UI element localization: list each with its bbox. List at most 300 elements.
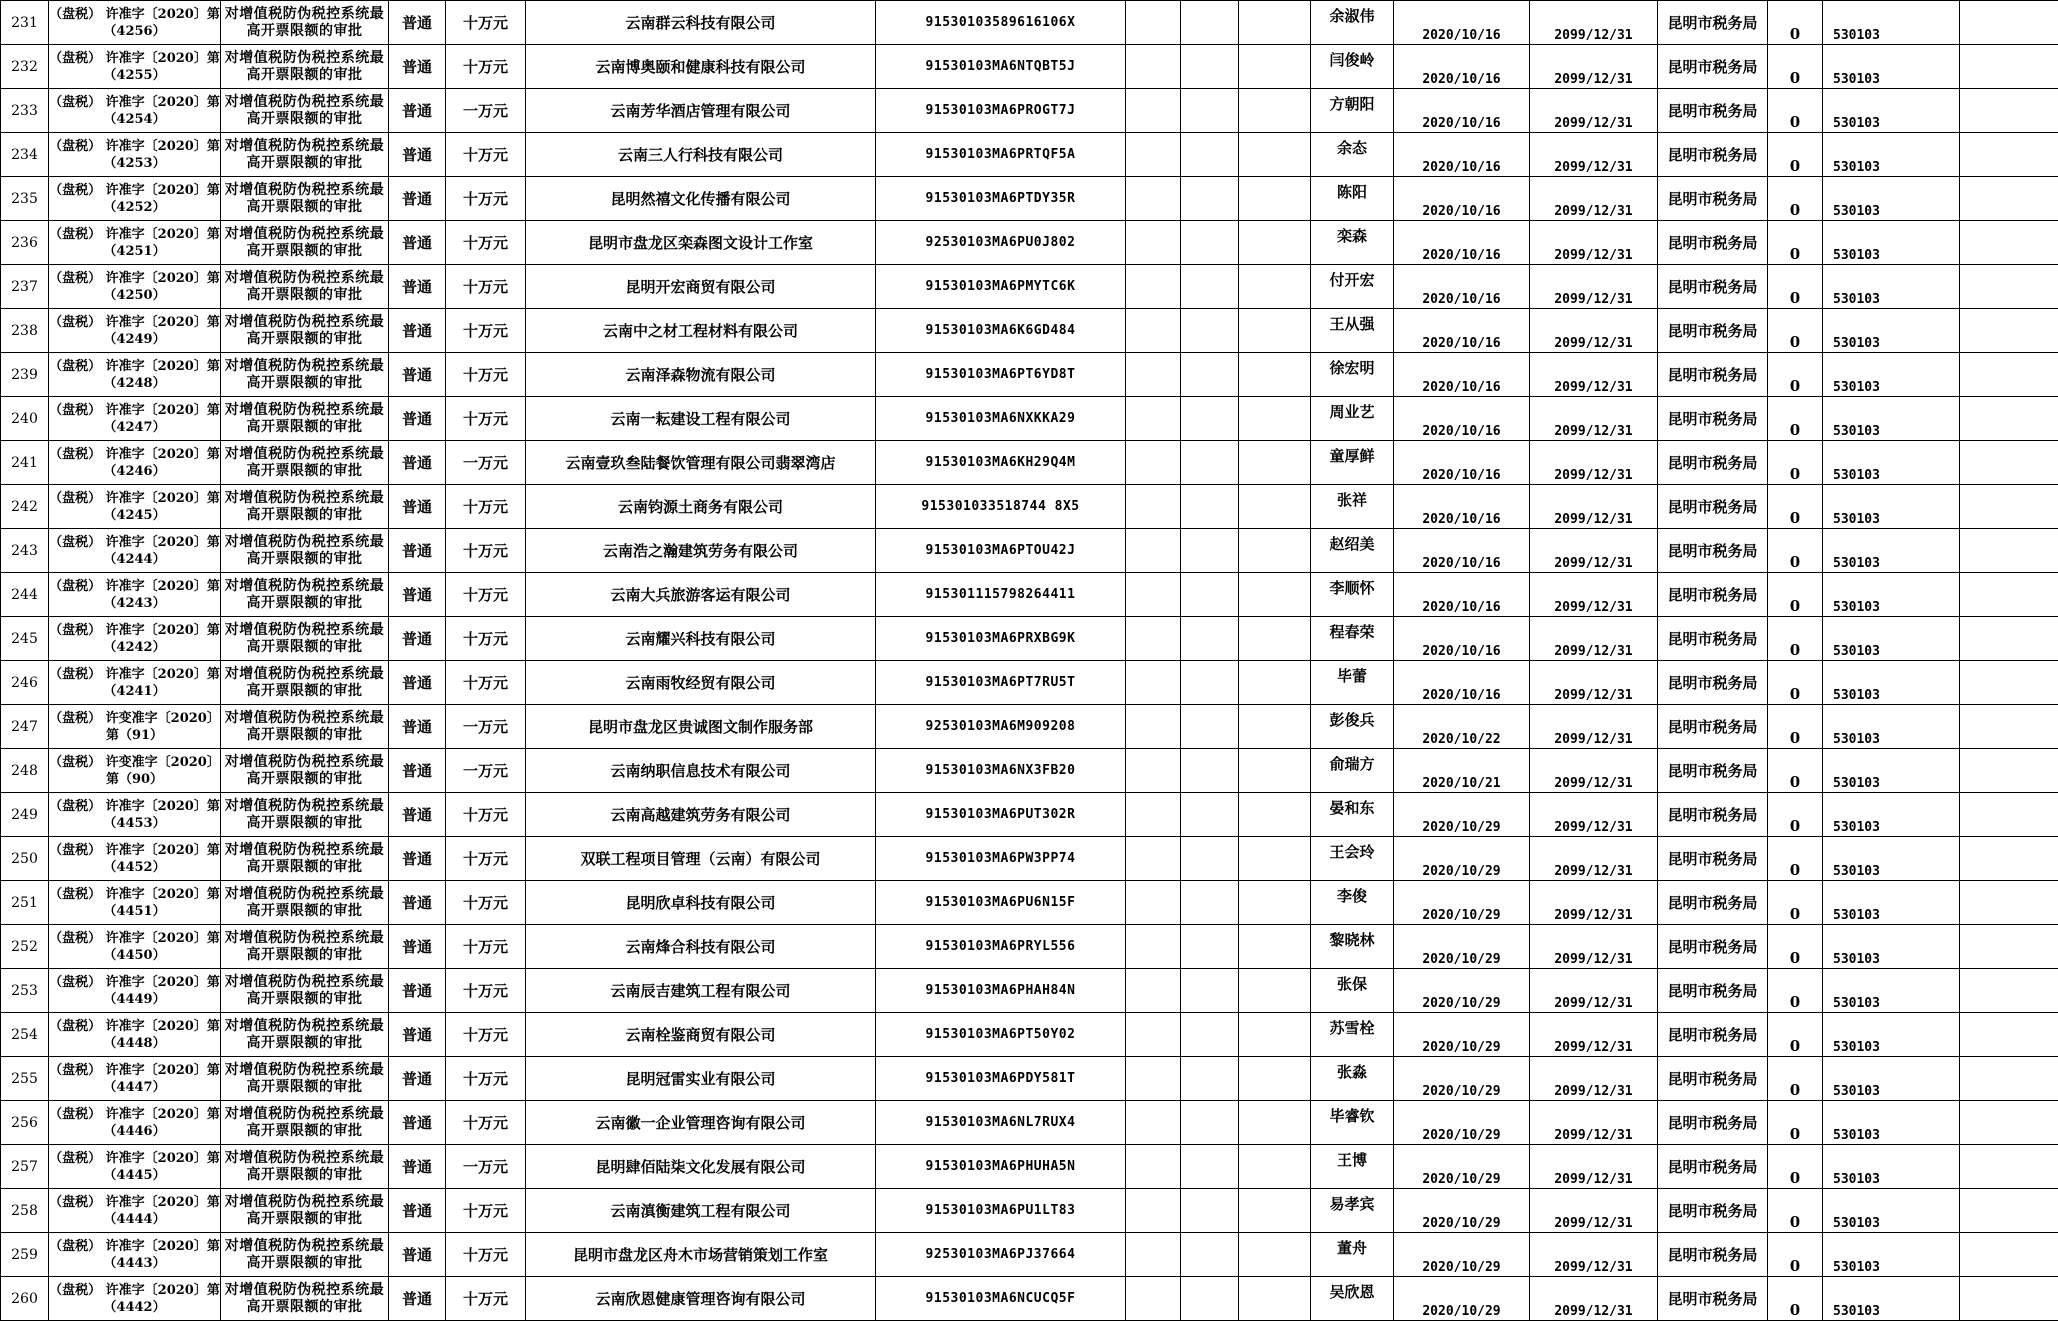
- row-number: 255: [1, 1057, 49, 1101]
- empty-cell: [1960, 705, 2058, 749]
- decision-date: 2020/10/29: [1394, 1145, 1530, 1189]
- table-body: [1, 1, 2058, 1321]
- legal-person: 余态: [1311, 133, 1394, 177]
- empty-cell: [1126, 89, 1181, 133]
- legal-person: 董舟: [1311, 1233, 1394, 1277]
- area-code: 530103: [1823, 969, 1960, 1013]
- authority-name: 昆明市税务局: [1658, 1145, 1768, 1189]
- legal-person: 张保: [1311, 969, 1394, 1013]
- row-number: 258: [1, 1189, 49, 1233]
- license-doc-number: （盘税） 许准字〔2020〕第（4244）: [49, 529, 221, 573]
- license-doc-number: （盘税） 许准字〔2020〕第（4256）: [49, 1, 221, 45]
- item-type: 普通: [389, 89, 446, 133]
- invoice-limit: 十万元: [446, 1189, 526, 1233]
- valid-to-date: 2099/12/31: [1530, 573, 1658, 617]
- empty-cell: [1960, 529, 2058, 573]
- area-code: 530103: [1823, 1057, 1960, 1101]
- empty-cell: [1239, 353, 1311, 397]
- credit-code: 91530103MA6PT6YD8T: [876, 353, 1126, 397]
- authority-name: 昆明市税务局: [1658, 1277, 1768, 1321]
- valid-to-date: 2099/12/31: [1530, 617, 1658, 661]
- valid-to-date: 2099/12/31: [1530, 1189, 1658, 1233]
- license-doc-number: （盘税） 许准字〔2020〕第（4445）: [49, 1145, 221, 1189]
- company-name: 云南雨牧经贸有限公司: [526, 661, 876, 705]
- item-type: 普通: [389, 397, 446, 441]
- empty-cell: [1239, 837, 1311, 881]
- authority-name: 昆明市税务局: [1658, 1101, 1768, 1145]
- license-doc-number: （盘税） 许准字〔2020〕第（4253）: [49, 133, 221, 177]
- row-number: 254: [1, 1013, 49, 1057]
- status-zero: 0: [1768, 1013, 1823, 1057]
- empty-cell: [1126, 573, 1181, 617]
- empty-cell: [1126, 45, 1181, 89]
- empty-cell: [1960, 45, 2058, 89]
- empty-cell: [1960, 133, 2058, 177]
- status-zero: 0: [1768, 133, 1823, 177]
- credit-code: 92530103MA6PU0J802: [876, 221, 1126, 265]
- status-zero: 0: [1768, 793, 1823, 837]
- invoice-limit: 十万元: [446, 881, 526, 925]
- empty-cell: [1126, 661, 1181, 705]
- item-type: 普通: [389, 793, 446, 837]
- license-doc-number: （盘税） 许准字〔2020〕第（4245）: [49, 485, 221, 529]
- valid-to-date: 2099/12/31: [1530, 969, 1658, 1013]
- empty-cell: [1126, 837, 1181, 881]
- row-number: 244: [1, 573, 49, 617]
- legal-person: 毕蕾: [1311, 661, 1394, 705]
- license-doc-number: （盘税） 许准字〔2020〕第（4452）: [49, 837, 221, 881]
- row-number: 243: [1, 529, 49, 573]
- credit-code: 91530103MA6PDY581T: [876, 1057, 1126, 1101]
- credit-code: 91530103MA6PT7RU5T: [876, 661, 1126, 705]
- credit-code: 91530103MA6PTDY35R: [876, 177, 1126, 221]
- status-zero: 0: [1768, 881, 1823, 925]
- company-name: 云南栓鉴商贸有限公司: [526, 1013, 876, 1057]
- legal-person: 周业艺: [1311, 397, 1394, 441]
- authority-name: 昆明市税务局: [1658, 265, 1768, 309]
- credit-code: 91530103MA6PHAH84N: [876, 969, 1126, 1013]
- decision-date: 2020/10/21: [1394, 749, 1530, 793]
- area-code: 530103: [1823, 705, 1960, 749]
- company-name: 云南欣恩健康管理咨询有限公司: [526, 1277, 876, 1321]
- valid-to-date: 2099/12/31: [1530, 309, 1658, 353]
- area-code: 530103: [1823, 1189, 1960, 1233]
- credit-code: 91530103MA6PRYL556: [876, 925, 1126, 969]
- empty-cell: [1239, 661, 1311, 705]
- empty-cell: [1181, 133, 1239, 177]
- company-name: 双联工程项目管理（云南）有限公司: [526, 837, 876, 881]
- area-code: 530103: [1823, 529, 1960, 573]
- row-number: 251: [1, 881, 49, 925]
- valid-to-date: 2099/12/31: [1530, 221, 1658, 265]
- approval-item: 对增值税防伪税控系统最高开票限额的审批: [221, 1189, 389, 1233]
- status-zero: 0: [1768, 1145, 1823, 1189]
- status-zero: 0: [1768, 749, 1823, 793]
- authority-name: 昆明市税务局: [1658, 177, 1768, 221]
- row-number: 246: [1, 661, 49, 705]
- invoice-limit: 十万元: [446, 133, 526, 177]
- valid-to-date: 2099/12/31: [1530, 353, 1658, 397]
- invoice-limit: 十万元: [446, 1, 526, 45]
- empty-cell: [1181, 705, 1239, 749]
- empty-cell: [1181, 837, 1239, 881]
- empty-cell: [1239, 1189, 1311, 1233]
- decision-date: 2020/10/16: [1394, 133, 1530, 177]
- decision-date: 2020/10/29: [1394, 1189, 1530, 1233]
- approval-item: 对增值税防伪税控系统最高开票限额的审批: [221, 133, 389, 177]
- empty-cell: [1960, 837, 2058, 881]
- table-row: [1, 1145, 2058, 1189]
- authority-name: 昆明市税务局: [1658, 617, 1768, 661]
- empty-cell: [1239, 1233, 1311, 1277]
- approval-item: 对增值税防伪税控系统最高开票限额的审批: [221, 441, 389, 485]
- table-row: [1, 221, 2058, 265]
- table-row: [1, 793, 2058, 837]
- empty-cell: [1960, 661, 2058, 705]
- row-number: 248: [1, 749, 49, 793]
- table-row: [1, 89, 2058, 133]
- approval-item: 对增值税防伪税控系统最高开票限额的审批: [221, 353, 389, 397]
- status-zero: 0: [1768, 925, 1823, 969]
- status-zero: 0: [1768, 1233, 1823, 1277]
- status-zero: 0: [1768, 617, 1823, 661]
- item-type: 普通: [389, 441, 446, 485]
- empty-cell: [1126, 529, 1181, 573]
- valid-to-date: 2099/12/31: [1530, 485, 1658, 529]
- area-code: 530103: [1823, 133, 1960, 177]
- credit-code: 915301115798264411: [876, 573, 1126, 617]
- area-code: 530103: [1823, 265, 1960, 309]
- area-code: 530103: [1823, 397, 1960, 441]
- approval-item: 对增值税防伪税控系统最高开票限额的审批: [221, 529, 389, 573]
- valid-to-date: 2099/12/31: [1530, 925, 1658, 969]
- row-number: 242: [1, 485, 49, 529]
- legal-person: 王会玲: [1311, 837, 1394, 881]
- invoice-limit: 十万元: [446, 1013, 526, 1057]
- empty-cell: [1960, 1145, 2058, 1189]
- license-doc-number: （盘税） 许准字〔2020〕第（4448）: [49, 1013, 221, 1057]
- empty-cell: [1126, 397, 1181, 441]
- company-name: 云南博奥颐和健康科技有限公司: [526, 45, 876, 89]
- valid-to-date: 2099/12/31: [1530, 793, 1658, 837]
- empty-cell: [1960, 1101, 2058, 1145]
- authority-name: 昆明市税务局: [1658, 749, 1768, 793]
- decision-date: 2020/10/29: [1394, 881, 1530, 925]
- table-row: [1, 837, 2058, 881]
- table-row: [1, 309, 2058, 353]
- row-number: 245: [1, 617, 49, 661]
- empty-cell: [1960, 749, 2058, 793]
- company-name: 云南滇衡建筑工程有限公司: [526, 1189, 876, 1233]
- decision-date: 2020/10/16: [1394, 45, 1530, 89]
- area-code: 530103: [1823, 661, 1960, 705]
- approval-item: 对增值税防伪税控系统最高开票限额的审批: [221, 1233, 389, 1277]
- area-code: 530103: [1823, 485, 1960, 529]
- valid-to-date: 2099/12/31: [1530, 837, 1658, 881]
- area-code: 530103: [1823, 1, 1960, 45]
- empty-cell: [1126, 617, 1181, 661]
- decision-date: 2020/10/16: [1394, 529, 1530, 573]
- invoice-limit: 十万元: [446, 485, 526, 529]
- company-name: 昆明市盘龙区舟木市场营销策划工作室: [526, 1233, 876, 1277]
- area-code: 530103: [1823, 573, 1960, 617]
- area-code: 530103: [1823, 1145, 1960, 1189]
- empty-cell: [1960, 793, 2058, 837]
- empty-cell: [1126, 749, 1181, 793]
- approval-item: 对增值税防伪税控系统最高开票限额的审批: [221, 881, 389, 925]
- company-name: 云南徽一企业管理咨询有限公司: [526, 1101, 876, 1145]
- row-number: 240: [1, 397, 49, 441]
- area-code: 530103: [1823, 441, 1960, 485]
- empty-cell: [1181, 969, 1239, 1013]
- valid-to-date: 2099/12/31: [1530, 749, 1658, 793]
- empty-cell: [1239, 265, 1311, 309]
- empty-cell: [1126, 793, 1181, 837]
- license-doc-number: （盘税） 许变准字〔2020〕第（90）: [49, 749, 221, 793]
- valid-to-date: 2099/12/31: [1530, 397, 1658, 441]
- company-name: 云南泽森物流有限公司: [526, 353, 876, 397]
- empty-cell: [1960, 1277, 2058, 1321]
- empty-cell: [1181, 1189, 1239, 1233]
- authority-name: 昆明市税务局: [1658, 353, 1768, 397]
- authority-name: 昆明市税务局: [1658, 89, 1768, 133]
- valid-to-date: 2099/12/31: [1530, 881, 1658, 925]
- table-row: [1, 177, 2058, 221]
- legal-person: 徐宏明: [1311, 353, 1394, 397]
- credit-code: 92530103MA6M909208: [876, 705, 1126, 749]
- invoice-limit: 十万元: [446, 1101, 526, 1145]
- empty-cell: [1181, 177, 1239, 221]
- decision-date: 2020/10/16: [1394, 1, 1530, 45]
- empty-cell: [1239, 1277, 1311, 1321]
- credit-code: 91530103MA6K6GD484: [876, 309, 1126, 353]
- empty-cell: [1960, 881, 2058, 925]
- area-code: 530103: [1823, 837, 1960, 881]
- empty-cell: [1960, 1189, 2058, 1233]
- license-doc-number: （盘税） 许准字〔2020〕第（4246）: [49, 441, 221, 485]
- item-type: 普通: [389, 837, 446, 881]
- empty-cell: [1126, 265, 1181, 309]
- row-number: 236: [1, 221, 49, 265]
- empty-cell: [1181, 1013, 1239, 1057]
- area-code: 530103: [1823, 749, 1960, 793]
- empty-cell: [1239, 1145, 1311, 1189]
- row-number: 250: [1, 837, 49, 881]
- valid-to-date: 2099/12/31: [1530, 705, 1658, 749]
- table-row: [1, 1013, 2058, 1057]
- empty-cell: [1126, 881, 1181, 925]
- area-code: 530103: [1823, 617, 1960, 661]
- empty-cell: [1239, 749, 1311, 793]
- company-name: 昆明然禧文化传播有限公司: [526, 177, 876, 221]
- empty-cell: [1960, 573, 2058, 617]
- decision-date: 2020/10/29: [1394, 1057, 1530, 1101]
- decision-date: 2020/10/16: [1394, 353, 1530, 397]
- item-type: 普通: [389, 177, 446, 221]
- company-name: 昆明开宏商贸有限公司: [526, 265, 876, 309]
- empty-cell: [1181, 749, 1239, 793]
- invoice-limit: 十万元: [446, 177, 526, 221]
- table-row: [1, 397, 2058, 441]
- invoice-limit: 十万元: [446, 661, 526, 705]
- valid-to-date: 2099/12/31: [1530, 45, 1658, 89]
- row-number: 231: [1, 1, 49, 45]
- credit-code: 915301033518744 8X5: [876, 485, 1126, 529]
- approval-item: 对增值税防伪税控系统最高开票限额的审批: [221, 265, 389, 309]
- empty-cell: [1239, 221, 1311, 265]
- approval-item: 对增值税防伪税控系统最高开票限额的审批: [221, 485, 389, 529]
- credit-code: 91530103MA6PRXBG9K: [876, 617, 1126, 661]
- empty-cell: [1126, 925, 1181, 969]
- empty-cell: [1181, 1145, 1239, 1189]
- approval-item: 对增值税防伪税控系统最高开票限额的审批: [221, 221, 389, 265]
- company-name: 云南一耘建设工程有限公司: [526, 397, 876, 441]
- status-zero: 0: [1768, 485, 1823, 529]
- license-doc-number: （盘税） 许准字〔2020〕第（4442）: [49, 1277, 221, 1321]
- status-zero: 0: [1768, 353, 1823, 397]
- legal-person: 赵绍美: [1311, 529, 1394, 573]
- empty-cell: [1239, 969, 1311, 1013]
- empty-cell: [1181, 661, 1239, 705]
- legal-person: 王博: [1311, 1145, 1394, 1189]
- empty-cell: [1126, 1101, 1181, 1145]
- empty-cell: [1126, 309, 1181, 353]
- approval-item: 对增值税防伪税控系统最高开票限额的审批: [221, 1, 389, 45]
- area-code: 530103: [1823, 45, 1960, 89]
- status-zero: 0: [1768, 441, 1823, 485]
- empty-cell: [1239, 617, 1311, 661]
- company-name: 云南浩之瀚建筑劳务有限公司: [526, 529, 876, 573]
- legal-person: 付开宏: [1311, 265, 1394, 309]
- company-name: 昆明市盘龙区栾森图文设计工作室: [526, 221, 876, 265]
- license-doc-number: （盘税） 许准字〔2020〕第（4251）: [49, 221, 221, 265]
- approval-item: 对增值税防伪税控系统最高开票限额的审批: [221, 1145, 389, 1189]
- empty-cell: [1960, 353, 2058, 397]
- approval-item: 对增值税防伪税控系统最高开票限额的审批: [221, 925, 389, 969]
- authority-name: 昆明市税务局: [1658, 397, 1768, 441]
- credit-code: 91530103MA6PUT302R: [876, 793, 1126, 837]
- empty-cell: [1181, 617, 1239, 661]
- company-name: 云南耀兴科技有限公司: [526, 617, 876, 661]
- table-row: [1, 617, 2058, 661]
- status-zero: 0: [1768, 265, 1823, 309]
- status-zero: 0: [1768, 661, 1823, 705]
- approval-item: 对增值税防伪税控系统最高开票限额的审批: [221, 1057, 389, 1101]
- invoice-limit: 十万元: [446, 1233, 526, 1277]
- empty-cell: [1126, 1, 1181, 45]
- row-number: 237: [1, 265, 49, 309]
- invoice-limit: 十万元: [446, 837, 526, 881]
- empty-cell: [1239, 881, 1311, 925]
- area-code: 530103: [1823, 221, 1960, 265]
- authority-name: 昆明市税务局: [1658, 1, 1768, 45]
- approval-item: 对增值税防伪税控系统最高开票限额的审批: [221, 1013, 389, 1057]
- row-number: 233: [1, 89, 49, 133]
- status-zero: 0: [1768, 221, 1823, 265]
- item-type: 普通: [389, 1233, 446, 1277]
- authority-name: 昆明市税务局: [1658, 441, 1768, 485]
- area-code: 530103: [1823, 1277, 1960, 1321]
- credit-code: 91530103MA6PRTQF5A: [876, 133, 1126, 177]
- table-row: [1, 1, 2058, 45]
- empty-cell: [1181, 1, 1239, 45]
- empty-cell: [1239, 529, 1311, 573]
- decision-date: 2020/10/16: [1394, 397, 1530, 441]
- approval-item: 对增值税防伪税控系统最高开票限额的审批: [221, 309, 389, 353]
- area-code: 530103: [1823, 1013, 1960, 1057]
- empty-cell: [1181, 353, 1239, 397]
- license-doc-number: （盘税） 许准字〔2020〕第（4243）: [49, 573, 221, 617]
- status-zero: 0: [1768, 529, 1823, 573]
- company-name: 昆明市盘龙区贵诚图文制作服务部: [526, 705, 876, 749]
- status-zero: 0: [1768, 1277, 1823, 1321]
- company-name: 昆明冠雷实业有限公司: [526, 1057, 876, 1101]
- row-number: 259: [1, 1233, 49, 1277]
- table-row: [1, 529, 2058, 573]
- table-row: [1, 353, 2058, 397]
- empty-cell: [1960, 221, 2058, 265]
- table-row: [1, 1277, 2058, 1321]
- empty-cell: [1181, 265, 1239, 309]
- legal-person: 晏和东: [1311, 793, 1394, 837]
- empty-cell: [1181, 881, 1239, 925]
- area-code: 530103: [1823, 177, 1960, 221]
- table-row: [1, 133, 2058, 177]
- authority-name: 昆明市税务局: [1658, 705, 1768, 749]
- empty-cell: [1181, 1101, 1239, 1145]
- decision-date: 2020/10/29: [1394, 793, 1530, 837]
- empty-cell: [1960, 617, 2058, 661]
- item-type: 普通: [389, 1189, 446, 1233]
- license-doc-number: （盘税） 许变准字〔2020〕第（91）: [49, 705, 221, 749]
- legal-person: 毕睿钦: [1311, 1101, 1394, 1145]
- item-type: 普通: [389, 969, 446, 1013]
- approval-item: 对增值税防伪税控系统最高开票限额的审批: [221, 397, 389, 441]
- table-row: [1, 45, 2058, 89]
- credit-code: 91530103MA6PW3PP74: [876, 837, 1126, 881]
- legal-person: 童厚鲜: [1311, 441, 1394, 485]
- area-code: 530103: [1823, 1101, 1960, 1145]
- empty-cell: [1181, 1233, 1239, 1277]
- invoice-limit: 十万元: [446, 221, 526, 265]
- invoice-limit: 一万元: [446, 89, 526, 133]
- legal-person: 方朝阳: [1311, 89, 1394, 133]
- company-name: 云南高越建筑劳务有限公司: [526, 793, 876, 837]
- row-number: 235: [1, 177, 49, 221]
- license-doc-number: （盘税） 许准字〔2020〕第（4252）: [49, 177, 221, 221]
- decision-date: 2020/10/16: [1394, 441, 1530, 485]
- approval-item: 对增值税防伪税控系统最高开票限额的审批: [221, 969, 389, 1013]
- empty-cell: [1239, 45, 1311, 89]
- table-row: [1, 705, 2058, 749]
- empty-cell: [1960, 1013, 2058, 1057]
- empty-cell: [1239, 177, 1311, 221]
- area-code: 530103: [1823, 89, 1960, 133]
- credit-code: 91530103MA6NX3FB20: [876, 749, 1126, 793]
- empty-cell: [1126, 1145, 1181, 1189]
- company-name: 云南中之材工程材料有限公司: [526, 309, 876, 353]
- approval-item: 对增值税防伪税控系统最高开票限额的审批: [221, 177, 389, 221]
- authority-name: 昆明市税务局: [1658, 793, 1768, 837]
- empty-cell: [1126, 1189, 1181, 1233]
- decision-date: 2020/10/16: [1394, 265, 1530, 309]
- empty-cell: [1181, 397, 1239, 441]
- authority-name: 昆明市税务局: [1658, 969, 1768, 1013]
- license-doc-number: （盘税） 许准字〔2020〕第（4254）: [49, 89, 221, 133]
- empty-cell: [1181, 89, 1239, 133]
- authority-name: 昆明市税务局: [1658, 573, 1768, 617]
- valid-to-date: 2099/12/31: [1530, 1277, 1658, 1321]
